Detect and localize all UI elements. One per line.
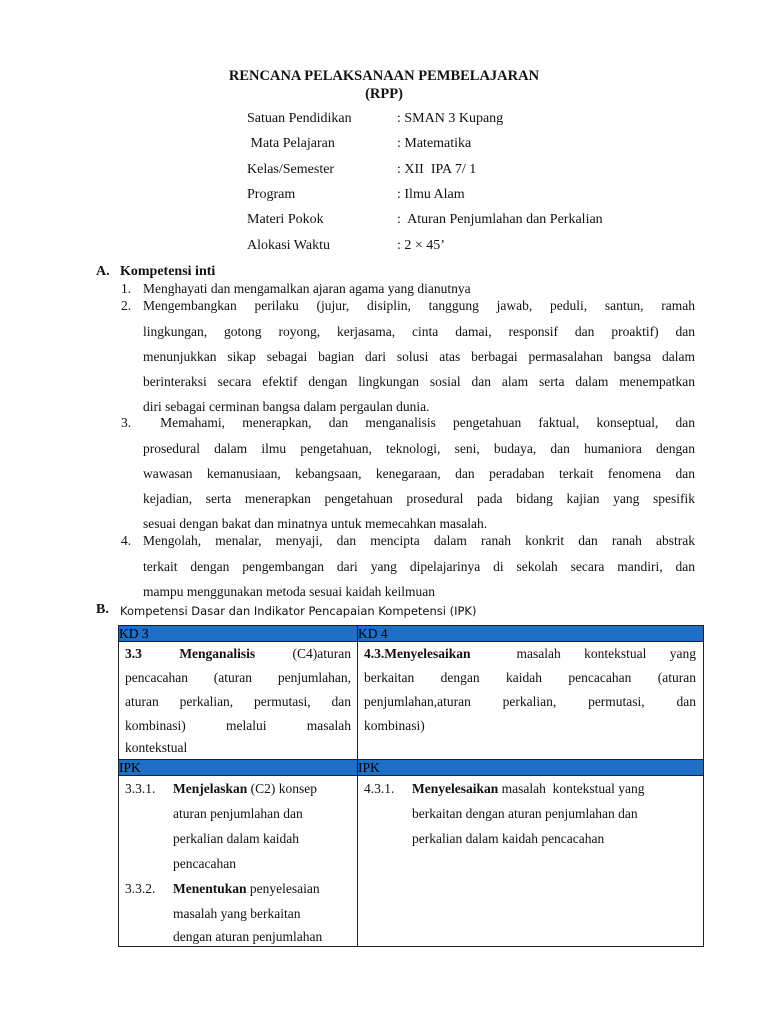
kd4-line [364,642,696,666]
kd3-bold: 3.3 Menganalisis [125,646,256,661]
ki-number: 2. [121,298,132,313]
ipk-header-row [119,760,704,776]
kd3-first-end: aturan [317,646,351,661]
ki-line: prosedural dalam ilmu pengetahuan, teknologi, seni, budaya, dan humaniora dengan [143,441,695,456]
kd4-line: kombinasi) [364,718,425,733]
ipk-bold: Menjelaskan [173,781,248,796]
ki-line: lingkungan, gotong royong, kerjasama, cinta damai, responsif dan proaktif) dan [143,324,695,339]
ipk-line: dengan aturan penjumlahan [173,929,323,944]
ipk-line: pencacahan [173,856,236,871]
ipk-item [358,776,703,851]
document-title: RENCANA PELAKSANAAN PEMBELAJARAN [228,68,540,84]
kd-ipk-table [118,625,704,947]
info-label-mapel: Mata Pelajaran [247,136,335,151]
ki-line: berinteraksi secara efektif dengan lingkungan sosial dan alam serta dalam menempatkan [143,374,695,389]
kd-content-row [119,642,704,760]
ki-line: wawasan kemanusiaan, kebangsaan, kenegaraan, dan peradaban terkait fenomena dan [143,466,695,481]
ki-line: Memahami, menerapkan, dan menganalisis pengetahuan faktual, konseptual, dan [143,415,695,430]
ki-line: Mengembangkan perilaku (jujur, disiplin, tanggung jawab, peduli, santun, ramah [143,298,695,313]
ki-line: Menghayati dan mengamalkan ajaran agama yang dianutnya [143,281,471,296]
info-value-kelas: : XII IPA 7/ 1 [397,162,477,177]
ipk-line: perkalian dalam kaidah pencacahan [412,831,605,846]
info-value-alokasi: : 2 × 45’ [397,238,445,253]
kd3-header: KD 3 [119,626,358,642]
ipk-item [119,876,357,946]
info-value-mapel: : Matematika [397,136,472,151]
ki-line: diri sebagai cerminan bangsa dalam pergaulan dunia. [143,399,430,414]
document-subtitle: (RPP) [365,86,403,102]
kd4-line: penjumlahan,aturan perkalian, permutasi, dan [364,694,696,709]
ipk-line: aturan penjumlahan dan [173,806,303,821]
info-value-satuan: : SMAN 3 Kupang [397,111,504,126]
info-value-program: : Ilmu Alam [397,187,465,202]
kd4-bold: 4.3.Menyelesaikan [364,646,471,661]
kd4-cell [358,642,704,760]
ipk-line: masalah yang berkaitan [173,906,301,921]
kd4-line: berkaitan dengan kaidah pencacahan (aturan [364,670,696,685]
ipk-rest: (C2) konsep [247,781,317,796]
ipk-bold: Menentukan [173,881,247,896]
kd4-first-rest: masalah kontekstual yang [516,646,696,661]
ipk-line: perkalian dalam kaidah [173,831,299,846]
info-label-alokasi: Alokasi Waktu [247,238,330,253]
kd3-first-rest: (C4) [255,646,318,661]
ki-line: sesuai dengan bakat dan minatnya untuk memecahkan masalah. [143,516,488,531]
ki-line: menunjukkan sikap sebagai bagian dari solusi atas berbagai permasalahan bangsa dalam [143,349,695,364]
kd-header-row [119,626,704,642]
ipk-rest: masalah kontekstual yang [498,781,645,796]
info-label-kelas: Kelas/Semester [247,162,335,177]
ipk-right-header: IPK [358,760,704,776]
ipk-line [173,876,357,901]
ki-line: terkait dengan pengembangan dari yang dipelajarinya di sekolah secara mandiri, dan [143,559,695,574]
ipk-number: 4.3.1. [364,781,395,796]
ipk-item [119,776,357,876]
ipk-right-cell [358,776,704,947]
kd3-line: kombinasi) melalui masalah [125,718,351,733]
ipk-number: 3.3.1. [125,781,156,796]
ki-line: kejadian, serta menerapkan pengetahuan prosedural pada bidang kajian yang spesifik [143,491,695,506]
kd3-cell [119,642,358,760]
info-label-materi: Materi Pokok [247,212,324,227]
ipk-bold: Menyelesaikan [412,781,499,796]
ipk-left-header: IPK [119,760,358,776]
ipk-line [173,776,357,801]
section-a-letter: A. [96,264,110,279]
ki-number: 3. [121,415,132,430]
ki-line: Mengolah, menalar, menyaji, dan mencipta dalam ranah konkrit dan ranah abstrak [143,533,695,548]
ki-number: 4. [121,533,132,548]
kd3-line: aturan perkalian, permutasi, dan [125,694,351,709]
ipk-number: 3.3.2. [125,881,156,896]
kd4-header: KD 4 [358,626,704,642]
ipk-content-row [119,776,704,947]
section-b-heading: Kompetensi Dasar dan Indikator Pencapaian Kompetensi (IPK) [120,604,477,618]
info-label-program: Program [247,187,296,202]
kd3-line: kontekstual [125,740,188,755]
ipk-line: berkaitan dengan aturan penjumlahan dan [412,806,638,821]
section-a-heading: Kompetensi inti [120,264,216,279]
ipk-rest: penyelesaian [246,881,320,896]
kd3-line: pencacahan (aturan penjumlahan, [125,670,351,685]
kd3-line [125,642,351,666]
ipk-left-cell [119,776,358,947]
ki-line: mampu menggunakan metoda sesuai kaidah keilmuan [143,584,436,599]
section-b-letter: B. [96,602,109,617]
ipk-line [412,776,703,801]
info-label-satuan: Satuan Pendidikan [247,111,352,126]
ki-number: 1. [121,281,132,296]
info-value-materi: : Aturan Penjumlahan dan Perkalian [397,212,603,227]
